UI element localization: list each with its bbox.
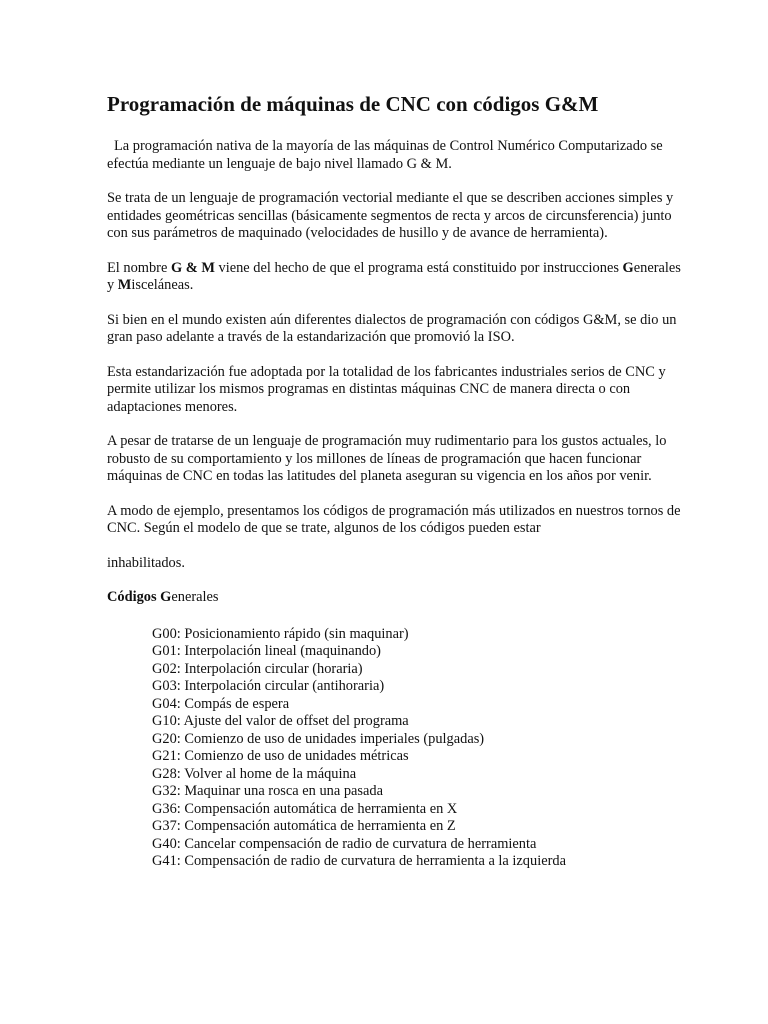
bold-m-initial: M xyxy=(117,277,132,293)
text-segment: isceláneas. xyxy=(131,277,194,293)
text-segment: enerales y xyxy=(107,259,681,293)
list-item: G20: Comienzo de uso de unidades imperiales (pulgadas) xyxy=(152,730,485,747)
list-item: G01: Interpolación lineal (maquinando) xyxy=(152,643,381,659)
list-item: G21: Comienzo de uso de unidades métricas xyxy=(152,748,409,764)
list-item: G28: Volver al home de la máquina xyxy=(152,765,357,782)
list-item: G37: Compensación automática de herramienta en Z xyxy=(152,818,456,834)
paragraph-example: A modo de ejemplo, presentamos los códigos de programación más utilizados en nuestros tornos de CNC. Según el modelo de que se trate, algunos de los códigos pueden estar xyxy=(107,502,681,536)
list-item: G36: Compensación automática de herramienta en X xyxy=(152,800,458,817)
text-segment: El nombre xyxy=(107,259,171,276)
bold-gm: G & M xyxy=(170,259,215,276)
bold-g-initial: G xyxy=(622,259,634,276)
paragraph-disabled: inhabilitados. xyxy=(107,554,185,571)
document-title: Programación de máquinas de CNC con códigos G&M xyxy=(107,92,599,116)
list-item: G00: Posicionamiento rápido (sin maquinar) xyxy=(152,625,409,642)
general-codes-list xyxy=(107,626,687,871)
list-item: G10: Ajuste del valor de offset del programa xyxy=(152,713,409,729)
list-item: G03: Interpolación circular (antihoraria) xyxy=(152,678,385,694)
section-heading-rest: enerales xyxy=(171,589,219,605)
paragraph-vectorial: Se trata de un lenguaje de programación vectorial mediante el que se describen acciones simples y entidades geométricas sencillas (básicamente segmentos de recta y arcos de circunsferencia) junto con sus parámetros de maquinado (velocidades de husillo y de avance de herramienta). xyxy=(107,190,674,241)
list-item: G40: Cancelar compensación de radio de curvatura de herramienta xyxy=(152,835,537,852)
paragraph-dialects: Si bien en el mundo existen aún diferentes dialectos de programación con códigos G&M, se dio un gran paso adelante a través de la estandarización que promovió la ISO. xyxy=(107,311,677,345)
document-page xyxy=(107,90,687,871)
list-item: G04: Compás de espera xyxy=(152,695,290,712)
paragraph-intro: La programación nativa de la mayoría de las máquinas de Control Numérico Computarizado se efectúa mediante un lenguaje de bajo nivel llamado G & M. xyxy=(107,138,663,172)
paragraph-standardization: Esta estandarización fue adoptada por la totalidad de los fabricantes industriales serios de CNC y permite utilizar los mismos programas en distintas máquinas CNC de manera directa o con adaptaciones menores. xyxy=(107,363,666,415)
paragraph-rudimentary: A pesar de tratarse de un lenguaje de programación muy rudimentario para los gustos actuales, lo robusto de su comportamiento y los millones de líneas de programación que hacen funcionar máquinas de CNC en todas las latitudes del planeta aseguran su vigencia en los años por venir. xyxy=(107,433,667,484)
list-item: G41: Compensación de radio de curvatura de herramienta a la izquierda xyxy=(152,853,566,869)
text-segment: viene del hecho de que el programa está constituido por instrucciones xyxy=(214,259,623,276)
paragraph-name-origin xyxy=(107,260,687,295)
list-item: G32: Maquinar una rosca en una pasada xyxy=(152,783,383,799)
list-item: G02: Interpolación circular (horaria) xyxy=(152,660,363,677)
section-heading-bold: Códigos G xyxy=(107,589,172,605)
section-heading-general-codes xyxy=(107,589,687,607)
